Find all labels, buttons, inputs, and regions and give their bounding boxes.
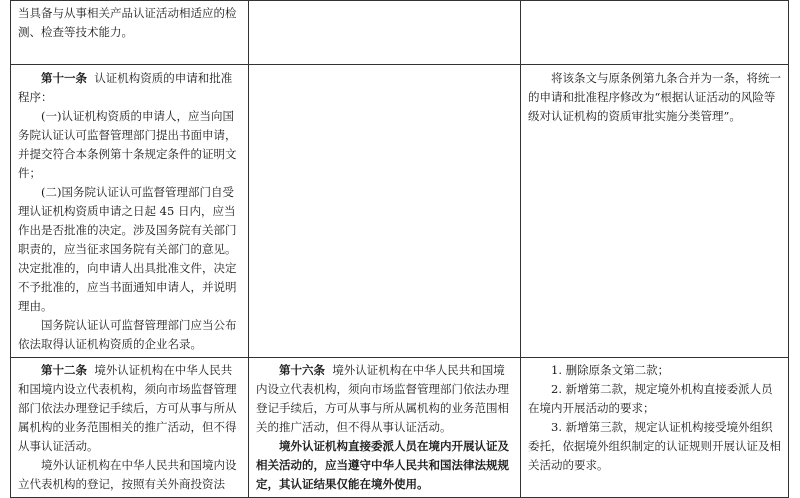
- paragraph-bold: 境外认证机构直接委派人员在境内开展认证及相关活动的，应当遵守中华人民共和国法律法规规定，其认证结果仅能在境外使用。: [256, 439, 509, 491]
- article-paragraph: [18, 69, 241, 107]
- cell-original-text: [11, 358, 249, 498]
- paragraph: (一)认证机构资质的申请人，应当向国务院认证认可监督管理部门提出书面申请，并提交符合本条例第十条规定条件的证明文件；: [18, 109, 237, 180]
- article-number: 第十六条: [279, 363, 325, 377]
- paragraph: 当具备与从事相关产品认证活动相适应的检测、检查等技术能力。: [18, 6, 237, 39]
- paragraph-text: 境外认证机构在中华人民共和国境内设立代表机构，须向市场监督管理部门依法办理登记手续后，方可从事与所从属机构的业务范围相关的推广活动，但不得从事认证活动。: [18, 363, 237, 453]
- table-row: [11, 65, 789, 358]
- table-row: [11, 1, 789, 65]
- cell-revised-text: [249, 358, 521, 498]
- paragraph: (二)国务院认证认可监督管理部门自受理认证机构资质申请之日起 45 日内，应当作出是否批准的决定。涉及国务院有关部门职责的，应当征求国务院有关部门的意见。决定批准的，向申请人出具批准文件，决定不予批准的，应当书面通知申请人，并说明理由。: [18, 185, 237, 313]
- document-page: [10, 0, 788, 491]
- paragraph-text: 境外认证机构在中华人民共和国境内设立代表机构，须向市场监督管理部门依法办理登记手续后，方可从事与所从属机构的业务范围相关的推广活动，但不得从事认证活动。: [256, 363, 509, 434]
- article-number: 第十一条: [41, 71, 87, 85]
- cell-revised-text: [249, 65, 521, 358]
- cell-revised-text: [249, 1, 521, 65]
- table-row: [11, 358, 789, 498]
- list-item: 3. 新增第三款，规定认证机构接受境外组织委托，依据境外组织制定的认证规则开展认证及相关活动的要求。: [528, 420, 781, 472]
- list-item: 2. 新增第二款，规定境外机构直接委派人员在境内开展活动的要求；: [528, 382, 773, 415]
- comparison-table: [10, 0, 789, 498]
- paragraph: 将该条文与原条例第九条合并为一条，将统一的申请和批准程序修改为“根据认证活动的风险等级对认证机构的资质审批实施分类管理”。: [528, 71, 781, 123]
- cell-revision-note: [521, 65, 789, 358]
- paragraph: 国务院认证认可监督管理部门应当公布依法取得认证机构资质的企业名录。: [18, 318, 237, 351]
- article-heading: 认证机构资质的申请和批准程序：: [18, 71, 233, 104]
- article-paragraph: [256, 361, 513, 437]
- cell-original-text: [11, 1, 249, 65]
- cell-revision-note: [521, 1, 789, 65]
- cell-original-text: [11, 65, 249, 358]
- cell-revision-note: [521, 358, 789, 498]
- article-number: 第十二条: [41, 363, 87, 377]
- article-paragraph: [18, 361, 241, 456]
- paragraph: 境外认证机构在中华人民共和国境内设立代表机构的登记，按照有关外商投资法: [18, 458, 237, 491]
- list-item: 1. 删除原条文第二款；: [551, 363, 670, 377]
